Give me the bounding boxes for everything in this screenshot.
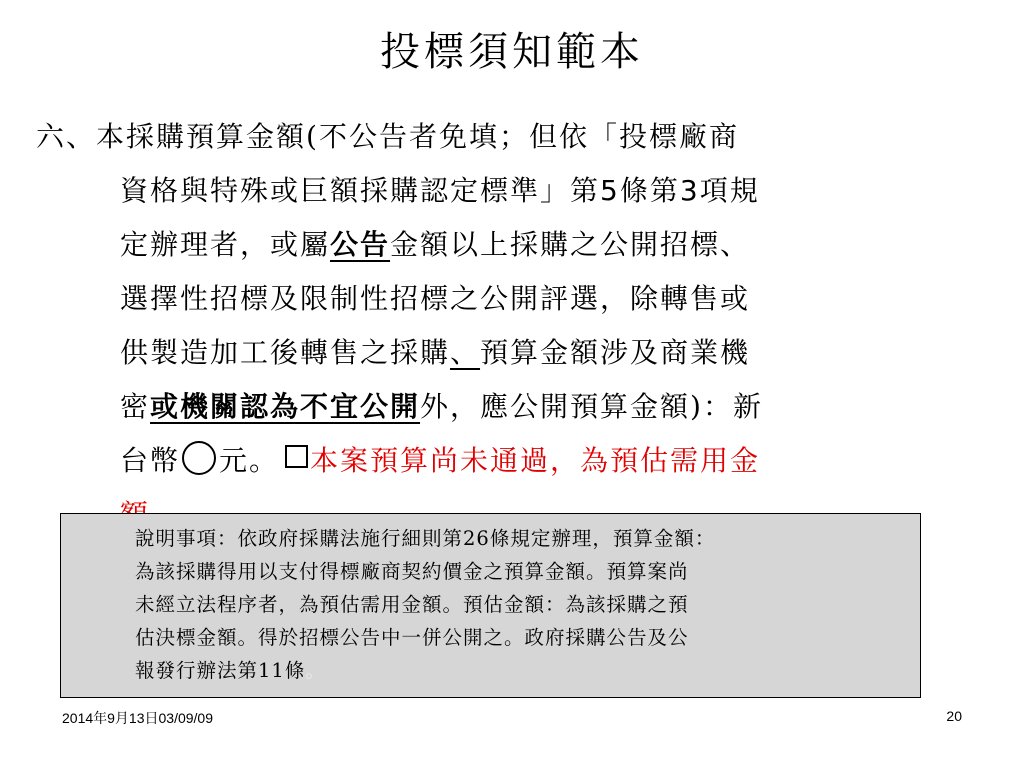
bid-item-six [36, 110, 981, 542]
item-text-3b: 金額以上採購之公開招標、 [390, 228, 751, 261]
item-text-2c: 項規 [699, 174, 760, 207]
note-line-1: 說明事項：依政府採購法施行細則第26條規定辦理，預算金額： [135, 527, 716, 550]
clause-number: 3 [679, 174, 700, 207]
item-text-5b: 預算金額涉及商業機 [480, 336, 751, 369]
item-text-3a: 定辦理者，或屬 [120, 228, 331, 261]
item-text-5a: 供製造加工後轉售之採購 [120, 336, 451, 369]
item-line-2 [36, 164, 981, 218]
item-line-7 [36, 434, 981, 488]
item-text-6b: 外，應公開預算金額)：新 [420, 390, 763, 423]
underlined-announcement: 公告 [330, 228, 391, 261]
checkbox-icon [285, 445, 308, 468]
explanation-box [60, 513, 921, 698]
note-line-2: 為該採購得用以支付得標廠商契約價金之預算金額。預算案尚 [135, 560, 689, 583]
note-line-5 [135, 654, 925, 687]
explanation-text [135, 522, 925, 687]
item-line-6 [36, 380, 981, 434]
footer-date: 2014年9月13日03/09/09 [62, 710, 213, 726]
item-line-3 [36, 218, 981, 272]
page-number: 20 [946, 708, 962, 724]
budget-not-passed-note: 本案預算尚未通過，為預估需用金 [310, 444, 761, 477]
blank-circle-icon [182, 441, 216, 475]
item-number: 六、 [36, 120, 97, 153]
slide-title: 投標須知範本 [380, 29, 644, 75]
item-text-7a: 台幣 [120, 444, 181, 477]
underlined-comma: 、 [450, 336, 481, 369]
article-number: 5 [600, 174, 620, 207]
item-text-6a: 密 [120, 390, 151, 423]
item-text-2a: 資格與特殊或巨額採購認定標準」第 [120, 174, 601, 207]
note-line-5-text: 報發行辦法第11條 [135, 659, 306, 682]
item-text-1: 本採購預算金額(不公告者免填；但依「投標廠商 [96, 120, 739, 153]
note-line-3: 未經立法程序者，為預估需用金額。預估金額：為該採購之預 [135, 593, 689, 616]
note-line-5-faint: 。 [305, 659, 326, 682]
item-text-4: 選擇性招標及限制性招標之公開評選，除轉售或 [120, 282, 751, 315]
note-line-4: 估決標金額。得於招標公告中一併公開之。政府採購公告及公 [135, 626, 689, 649]
item-line-4 [36, 272, 981, 326]
underlined-agency-phrase: 或機關認為不宜公開 [150, 390, 421, 423]
item-line-5 [36, 326, 981, 380]
item-line-1 [36, 110, 981, 164]
item-text-2b: 條第 [619, 174, 680, 207]
item-text-7b: 元。 [219, 444, 280, 477]
